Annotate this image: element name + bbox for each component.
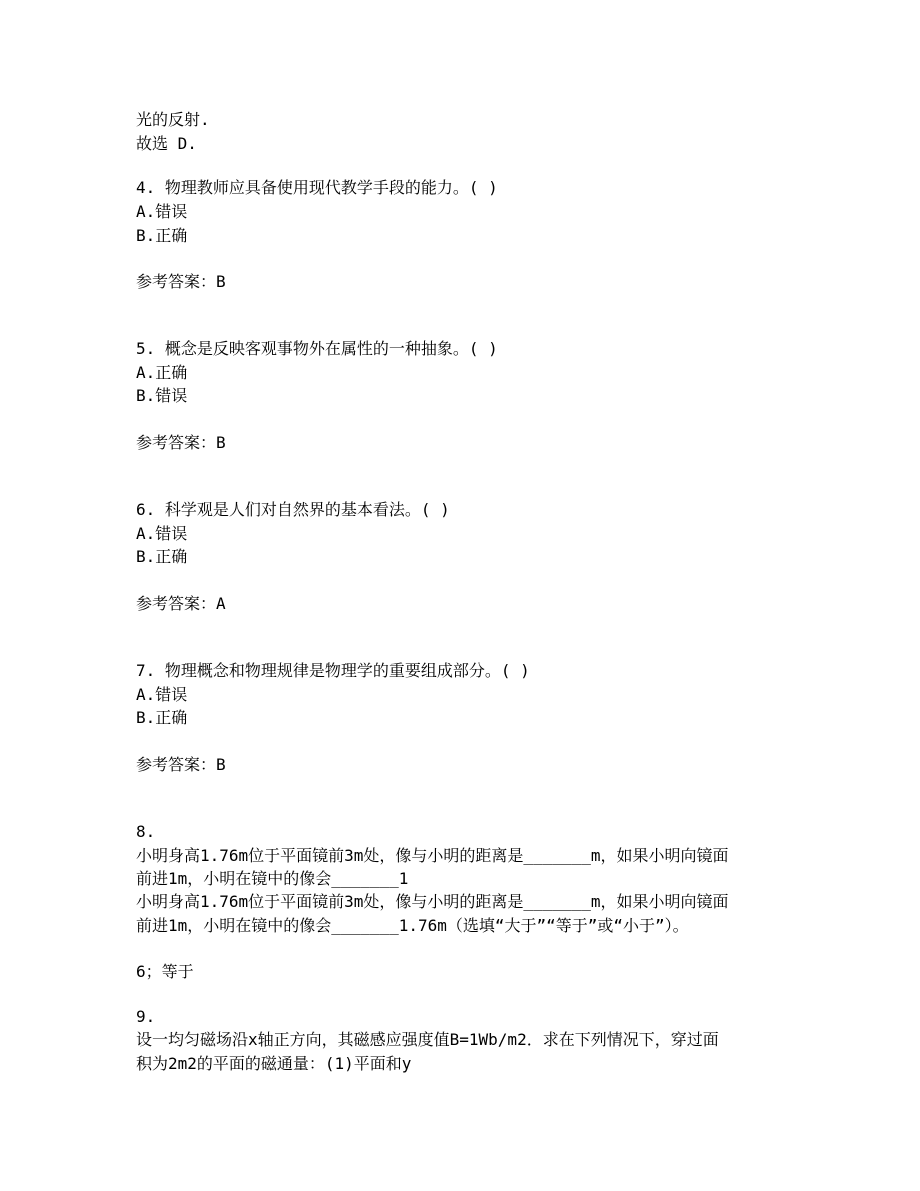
question-8-line-2: 前进1m，小明在镜中的像会_______1 bbox=[136, 869, 409, 888]
prev-answer-line: 故选 D. bbox=[136, 134, 197, 153]
question-9-number: 9. bbox=[136, 1007, 156, 1026]
question-8-line-1: 小明身高1.76m位于平面镜前3m处，像与小明的距离是_______m，如果小明向镜面 bbox=[136, 846, 729, 865]
question-4-answer: 参考答案：B bbox=[136, 272, 226, 291]
question-8-line-3: 小明身高1.76m位于平面镜前3m处，像与小明的距离是_______m，如果小明向镜面 bbox=[136, 892, 729, 911]
question-9-line-2: 积为2m2的平面的磁通量：(1)平面和y bbox=[136, 1054, 412, 1073]
question-6-option-b: B.正确 bbox=[136, 547, 188, 566]
question-6-answer: 参考答案：A bbox=[136, 594, 226, 613]
question-6-stem: 6. 科学观是人们对自然界的基本看法。( ) bbox=[136, 500, 450, 519]
question-8-number: 8. bbox=[136, 822, 156, 841]
question-7-option-b: B.正确 bbox=[136, 708, 188, 727]
question-5-option-a: A.正确 bbox=[136, 363, 188, 382]
question-9-line-1: 设一均匀磁场沿x轴正方向，其磁感应强度值B=1Wb/m2．求在下列情况下，穿过面 bbox=[136, 1030, 719, 1049]
question-6-option-a: A.错误 bbox=[136, 524, 188, 543]
question-7-option-a: A.错误 bbox=[136, 685, 188, 704]
question-7-answer: 参考答案：B bbox=[136, 755, 226, 774]
prev-explanation-line: 光的反射. bbox=[136, 110, 210, 129]
question-7-stem: 7. 物理概念和物理规律是物理学的重要组成部分。( ) bbox=[136, 661, 530, 680]
question-4-option-b: B.正确 bbox=[136, 226, 188, 245]
question-4-stem: 4. 物理教师应具备使用现代教学手段的能力。( ) bbox=[136, 178, 498, 197]
question-5-option-b: B.错误 bbox=[136, 386, 188, 405]
question-5-answer: 参考答案：B bbox=[136, 433, 226, 452]
question-8-line-4: 前进1m，小明在镜中的像会_______1.76m（选填“大于”“等于”或“小于”）。 bbox=[136, 916, 689, 935]
question-5-stem: 5. 概念是反映客观事物外在属性的一种抽象。( ) bbox=[136, 339, 498, 358]
question-4-option-a: A.错误 bbox=[136, 202, 188, 221]
question-8-answer: 6；等于 bbox=[136, 962, 194, 981]
